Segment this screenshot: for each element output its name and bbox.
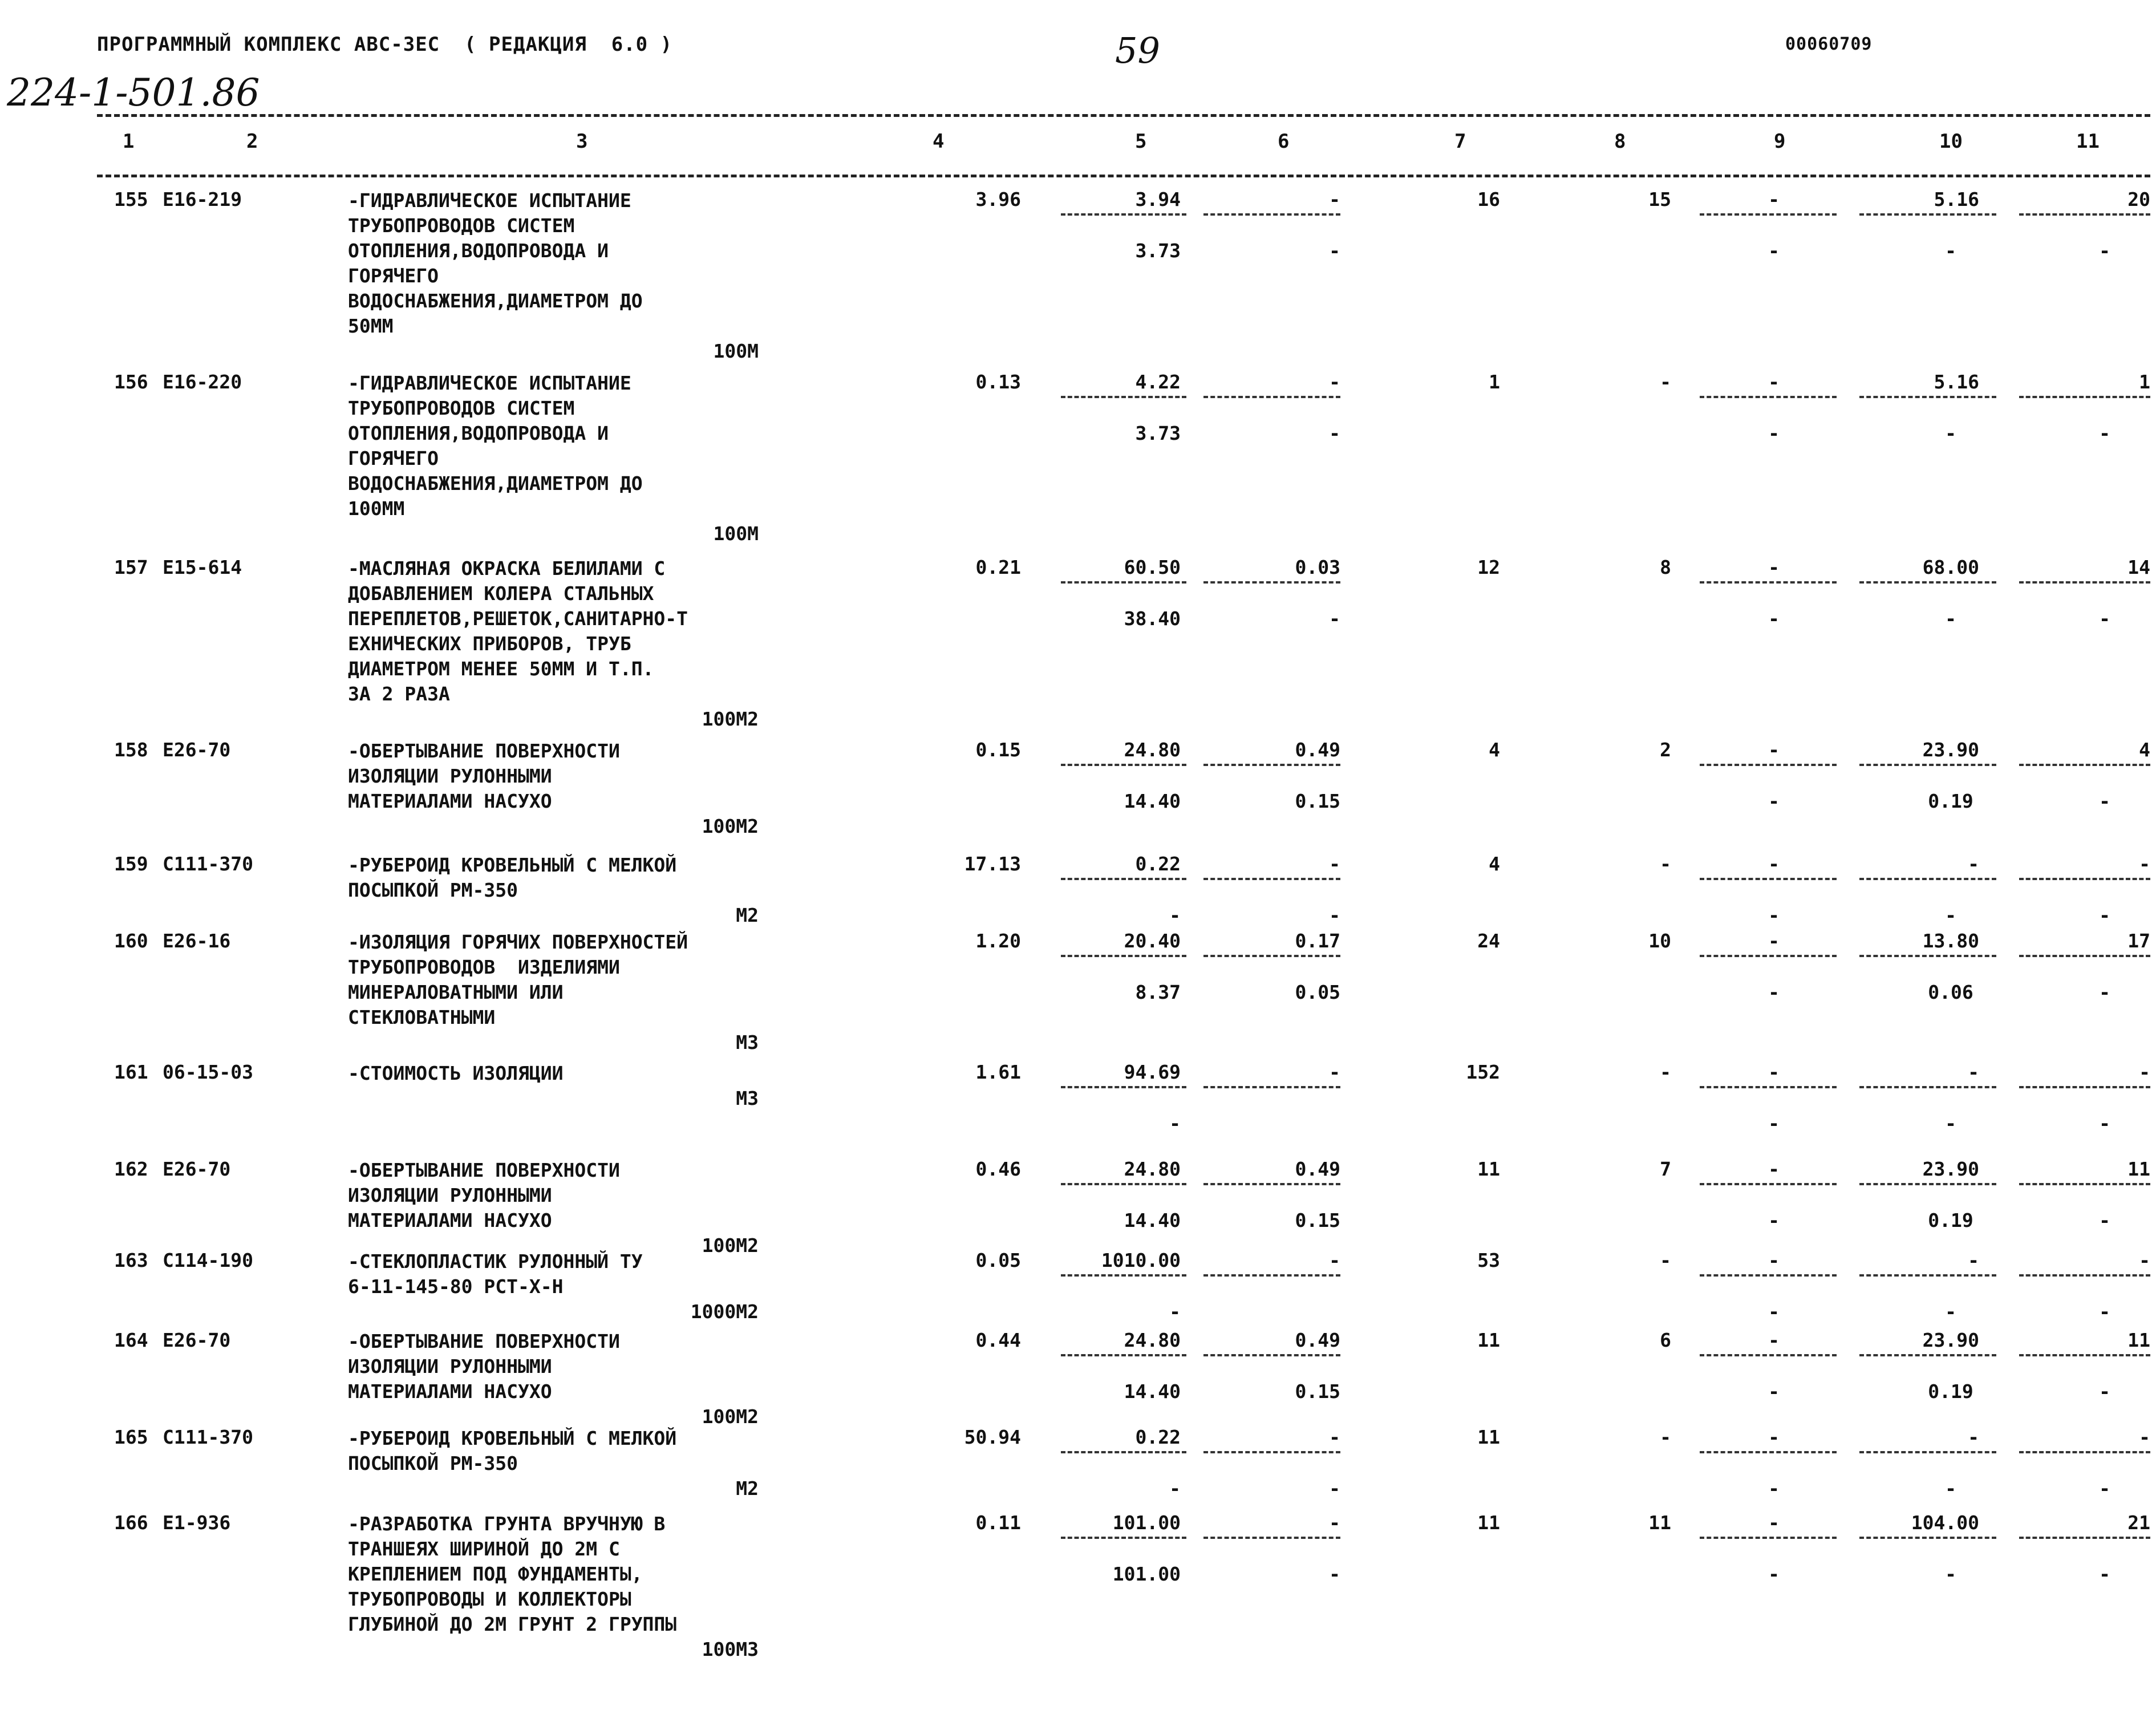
labor-norm-sub: - [1945,1563,1956,1585]
labor-total-fraction-rule [2019,1086,2150,1088]
unit-cost-fraction-rule [1061,213,1186,216]
unit: М3 [736,1087,759,1109]
unit-cost-total: 24.80 [1124,1329,1181,1351]
total-wages: 6 [1660,1329,1671,1351]
labor-norm: 5.16 [1934,371,1979,393]
table-row [0,1512,2156,1694]
rate-code: Е26-70 [163,1158,231,1180]
column-9-value: - [1768,1158,1780,1180]
unit-cost-wages: 8.37 [1135,981,1181,1003]
total-wages: - [1660,853,1671,875]
work-description: -СТЕКЛОПЛАСТИК РУЛОННЫЙ ТУ 6-11-145-80 РСТ-Х-Н [348,1250,643,1298]
quantity: 0.46 [975,1158,1021,1180]
labor-norm-sub: - [1945,1300,1956,1323]
labor-norm: 13.80 [1922,930,1979,952]
unit-cost-wages: - [1169,1112,1181,1134]
labor-total: 17 [2127,930,2150,952]
work-description: -ГИДРАВЛИЧЕСКОЕ ИСПЫТАНИЕ ТРУБОПРОВОДОВ СИСТЕМ ОТОПЛЕНИЯ,ВОДОПРОВОДА И ГОРЯЧЕГО ВОДОСНАБЖЕНИЯ,ДИАМЕТРОМ ДО 50ММ [348,189,643,337]
machine-cost: 0.49 [1295,739,1340,761]
table-row [0,556,2156,739]
unit-cost-wages: 14.40 [1124,1209,1181,1231]
column-9-value: - [1768,1426,1780,1448]
quantity: 0.21 [975,556,1021,578]
labor-total-fraction-rule [2019,213,2150,216]
unit-cost-fraction-rule [1061,581,1186,584]
labor-norm-sub: - [1945,904,1956,926]
column-9-value: - [1768,371,1780,393]
work-description: -РУБЕРОИД КРОВЕЛЬНЫЙ С МЕЛКОЙ ПОСЫПКОЙ РМ-350 [348,854,677,901]
unit: 100М3 [702,1638,759,1660]
total-wages: - [1660,371,1671,393]
unit-cost-fraction-rule [1061,1537,1186,1539]
column-9-value: - [1768,188,1780,210]
machine-fraction-rule [1203,764,1340,766]
machine-fraction-rule [1203,1274,1340,1277]
total-cost: 152 [1466,1061,1500,1083]
rate-code: 06-15-03 [163,1061,253,1083]
column-9-fraction-rule [1700,396,1837,398]
labor-total-sub: - [2099,1477,2110,1500]
labor-total-fraction-rule [2019,1537,2150,1539]
labor-norm: - [1968,1426,1979,1448]
labor-total: 11 [2127,1329,2150,1351]
total-wages: 8 [1660,556,1671,578]
labor-total-sub: - [2099,1112,2110,1134]
labor-fraction-rule [1859,1274,1996,1277]
machine-fraction-rule [1203,1086,1340,1088]
work-description: -ИЗОЛЯЦИЯ ГОРЯЧИХ ПОВЕРХНОСТЕЙ ТРУБОПРОВОДОВ ИЗДЕЛИЯМИ МИНЕРАЛОВАТНЫМИ ИЛИ СТЕКЛОВАТНЫМИ [348,931,688,1028]
unit-cost-total: 20.40 [1124,930,1181,952]
quantity: 0.05 [975,1249,1021,1271]
rate-code: Е26-16 [163,930,231,952]
total-wages: 10 [1648,930,1671,952]
unit-cost-wages: 3.73 [1135,240,1181,262]
labor-norm-sub: 0.06 [1928,981,1973,1003]
labor-total-sub: - [2099,1380,2110,1403]
total-cost: 1 [1489,371,1500,393]
labor-norm-sub: 0.19 [1928,790,1973,812]
machine-wages: - [1329,1477,1340,1500]
column-9-sub: - [1768,1300,1780,1323]
unit-cost-total: 60.50 [1124,556,1181,578]
work-description: -ОБЕРТЫВАНИЕ ПОВЕРХНОСТИ ИЗОЛЯЦИИ РУЛОННЫМИ МАТЕРИАЛАМИ НАСУХО [348,1159,620,1231]
column-header-11: 11 [2076,130,2100,153]
column-9-value: - [1768,853,1780,875]
rate-code: Е26-70 [163,739,231,761]
total-wages: 11 [1648,1512,1671,1534]
column-header-9: 9 [1774,130,1786,153]
column-9-fraction-rule [1700,581,1837,584]
row-number: 158 [114,739,148,761]
column-9-fraction-rule [1700,1183,1837,1185]
column-9-fraction-rule [1700,878,1837,880]
total-cost: 24 [1477,930,1500,952]
rate-code: Е15-614 [163,556,242,578]
page-number: 59 [1115,30,1160,71]
machine-cost: - [1329,1061,1340,1083]
table-row [0,371,2156,553]
row-number: 162 [114,1158,148,1180]
column-9-fraction-rule [1700,955,1837,957]
row-number: 160 [114,930,148,952]
work-description: -СТОИМОСТЬ ИЗОЛЯЦИИ [348,1062,564,1084]
column-header-1: 1 [123,130,135,153]
quantity: 17.13 [964,853,1021,875]
unit-cost-fraction-rule [1061,955,1186,957]
unit-cost-total: 0.22 [1135,853,1181,875]
column-9-fraction-rule [1700,764,1837,766]
unit-cost-fraction-rule [1061,878,1186,880]
column-9-value: - [1768,556,1780,578]
labor-total-sub: - [2099,1300,2110,1323]
labor-norm: 23.90 [1922,1329,1979,1351]
column-9-value: - [1768,1329,1780,1351]
total-cost: 4 [1489,853,1500,875]
unit: М2 [736,1477,759,1500]
labor-norm: - [1968,853,1979,875]
labor-norm: 68.00 [1922,556,1979,578]
unit-cost-total: 1010.00 [1101,1249,1181,1271]
header-bottom-rule [97,175,2150,177]
total-cost: 53 [1477,1249,1500,1271]
table-row [0,188,2156,371]
machine-fraction-rule [1203,1354,1340,1356]
row-number: 156 [114,371,148,393]
labor-total-sub: - [2099,607,2110,630]
machine-cost: - [1329,371,1340,393]
unit-cost-fraction-rule [1061,1086,1186,1088]
labor-norm: - [1968,1061,1979,1083]
column-9-fraction-rule [1700,1451,1837,1453]
labor-fraction-rule [1859,213,1996,216]
unit: М3 [736,1031,759,1054]
labor-total-fraction-rule [2019,581,2150,584]
rate-code: Е26-70 [163,1329,231,1351]
machine-cost: 0.49 [1295,1329,1340,1351]
row-number: 161 [114,1061,148,1083]
column-9-value: - [1768,930,1780,952]
unit-cost-fraction-rule [1061,1451,1186,1453]
work-description: -ГИДРАВЛИЧЕСКОЕ ИСПЫТАНИЕ ТРУБОПРОВОДОВ СИСТЕМ ОТОПЛЕНИЯ,ВОДОПРОВОДА И ГОРЯЧЕГО ВОДОСНАБЖЕНИЯ,ДИАМЕТРОМ ДО 100ММ [348,372,643,520]
labor-total: 14 [2127,556,2150,578]
column-header-3: 3 [576,130,588,153]
labor-fraction-rule [1859,955,1996,957]
quantity: 1.20 [975,930,1021,952]
total-cost: 11 [1477,1512,1500,1534]
labor-fraction-rule [1859,764,1996,766]
machine-cost: - [1329,1249,1340,1271]
labor-total-fraction-rule [2019,878,2150,880]
machine-wages: - [1329,607,1340,630]
labor-total-sub: - [2099,422,2110,444]
row-number: 155 [114,188,148,210]
machine-fraction-rule [1203,1183,1340,1185]
column-9-sub: - [1768,1112,1780,1134]
labor-fraction-rule [1859,1086,1996,1088]
labor-fraction-rule [1859,1451,1996,1453]
unit-cost-wages: 38.40 [1124,607,1181,630]
machine-fraction-rule [1203,878,1340,880]
labor-fraction-rule [1859,581,1996,584]
labor-norm-sub: 0.19 [1928,1380,1973,1403]
work-description: -РАЗРАБОТКА ГРУНТА ВРУЧНУЮ В ТРАНШЕЯХ ШИРИНОЙ ДО 2М С КРЕПЛЕНИЕМ ПОД ФУНДАМЕНТЫ, ТРУБОПРОВОДЫ И КОЛЛЕКТОРЫ ГЛУБИНОЙ ДО 2М ГРУНТ 2 ГРУППЫ [348,1513,677,1635]
labor-norm-sub: - [1945,240,1956,262]
machine-fraction-rule [1203,1451,1340,1453]
machine-fraction-rule [1203,396,1340,398]
rate-code: Е16-220 [163,371,242,393]
labor-total-sub: - [2099,1209,2110,1231]
total-wages: - [1660,1061,1671,1083]
rate-code: С111-370 [163,853,253,875]
labor-norm-sub: - [1945,607,1956,630]
labor-fraction-rule [1859,396,1996,398]
column-9-sub: - [1768,790,1780,812]
unit-cost-total: 4.22 [1135,371,1181,393]
unit: 100М [713,522,759,545]
machine-cost: - [1329,1426,1340,1448]
rate-code: С114-190 [163,1249,253,1271]
quantity: 1.61 [975,1061,1021,1083]
row-number: 166 [114,1512,148,1534]
column-9-fraction-rule [1700,1537,1837,1539]
labor-total-sub: - [2099,904,2110,926]
column-9-sub: - [1768,240,1780,262]
labor-fraction-rule [1859,878,1996,880]
column-9-fraction-rule [1700,1274,1837,1277]
work-description: -ОБЕРТЫВАНИЕ ПОВЕРХНОСТИ ИЗОЛЯЦИИ РУЛОННЫМИ МАТЕРИАЛАМИ НАСУХО [348,740,620,812]
machine-wages: 0.05 [1295,981,1340,1003]
quantity: 0.13 [975,371,1021,393]
machine-fraction-rule [1203,1537,1340,1539]
labor-fraction-rule [1859,1354,1996,1356]
labor-total: - [2139,1061,2150,1083]
row-number: 159 [114,853,148,875]
unit-cost-wages: 3.73 [1135,422,1181,444]
machine-cost: 0.49 [1295,1158,1340,1180]
table-top-rule [97,114,2150,117]
labor-norm-sub: - [1945,1477,1956,1500]
document-number: 224-1-501.86 [7,71,260,115]
column-9-value: - [1768,1512,1780,1534]
work-description: -ОБЕРТЫВАНИЕ ПОВЕРХНОСТИ ИЗОЛЯЦИИ РУЛОННЫМИ МАТЕРИАЛАМИ НАСУХО [348,1330,620,1403]
labor-norm: 104.00 [1911,1512,1979,1534]
unit-cost-total: 0.22 [1135,1426,1181,1448]
unit-cost-wages: - [1169,1300,1181,1323]
machine-cost: 0.17 [1295,930,1340,952]
quantity: 50.94 [964,1426,1021,1448]
column-9-sub: - [1768,1477,1780,1500]
quantity: 0.44 [975,1329,1021,1351]
column-9-sub: - [1768,904,1780,926]
column-header-10: 10 [1939,130,1963,153]
total-wages: 7 [1660,1158,1671,1180]
total-cost: 4 [1489,739,1500,761]
machine-wages: 0.15 [1295,790,1340,812]
unit-cost-fraction-rule [1061,1183,1186,1185]
column-9-sub: - [1768,1380,1780,1403]
labor-total-fraction-rule [2019,1183,2150,1185]
labor-total-fraction-rule [2019,1354,2150,1356]
total-cost: 16 [1477,188,1500,210]
total-cost: 11 [1477,1158,1500,1180]
labor-total: 20 [2127,188,2150,210]
machine-wages: 0.15 [1295,1380,1340,1403]
labor-total-fraction-rule [2019,955,2150,957]
column-9-value: - [1768,1061,1780,1083]
total-wages: 15 [1648,188,1671,210]
column-9-sub: - [1768,981,1780,1003]
program-header: ПРОГРАММНЫЙ КОМПЛЕКС АВС-ЗЕС ( РЕДАКЦИЯ 6.0 ) [97,33,673,56]
labor-total-sub: - [2099,240,2110,262]
column-header-4: 4 [933,130,945,153]
unit-cost-total: 94.69 [1124,1061,1181,1083]
rate-code: С111-370 [163,1426,253,1448]
machine-fraction-rule [1203,581,1340,584]
row-number: 165 [114,1426,148,1448]
labor-total: 4 [2139,739,2150,761]
labor-norm-sub: - [1945,1112,1956,1134]
column-9-value: - [1768,739,1780,761]
column-header-8: 8 [1614,130,1626,153]
quantity: 3.96 [975,188,1021,210]
column-header-2: 2 [246,130,258,153]
labor-fraction-rule [1859,1183,1996,1185]
unit: 100М2 [702,1405,759,1428]
column-header-6: 6 [1278,130,1290,153]
unit: 100М2 [702,815,759,837]
labor-total-sub: - [2099,790,2110,812]
unit-cost-wages: 14.40 [1124,1380,1181,1403]
machine-cost: - [1329,188,1340,210]
column-header-7: 7 [1454,130,1466,153]
labor-total-fraction-rule [2019,764,2150,766]
machine-wages: - [1329,904,1340,926]
row-number: 157 [114,556,148,578]
column-9-sub: - [1768,607,1780,630]
row-number: 164 [114,1329,148,1351]
labor-total: - [2139,853,2150,875]
column-header-5: 5 [1135,130,1147,153]
column-9-fraction-rule [1700,1086,1837,1088]
machine-wages: - [1329,422,1340,444]
labor-total-fraction-rule [2019,396,2150,398]
quantity: 0.15 [975,739,1021,761]
rate-code: Е16-219 [163,188,242,210]
unit: М2 [736,904,759,926]
unit-cost-fraction-rule [1061,1274,1186,1277]
labor-total: 21 [2127,1512,2150,1534]
labor-norm-sub: - [1945,422,1956,444]
total-wages: 2 [1660,739,1671,761]
unit: 100М2 [702,1234,759,1257]
unit-cost-wages: 101.00 [1112,1563,1181,1585]
unit-cost-total: 101.00 [1112,1512,1181,1534]
rate-code: Е1-936 [163,1512,231,1534]
labor-total-sub: - [2099,981,2110,1003]
column-9-fraction-rule [1700,1354,1837,1356]
labor-norm: - [1968,1249,1979,1271]
column-9-fraction-rule [1700,213,1837,216]
labor-norm: 5.16 [1934,188,1979,210]
unit-cost-total: 24.80 [1124,739,1181,761]
unit-cost-fraction-rule [1061,1354,1186,1356]
unit-cost-wages: - [1169,904,1181,926]
row-number: 163 [114,1249,148,1271]
machine-wages: - [1329,240,1340,262]
machine-fraction-rule [1203,955,1340,957]
machine-wages: - [1329,1563,1340,1585]
unit-cost-total: 24.80 [1124,1158,1181,1180]
document-code: 00060709 [1785,34,1873,54]
column-9-value: - [1768,1249,1780,1271]
machine-cost: - [1329,1512,1340,1534]
total-cost: 11 [1477,1426,1500,1448]
work-description: -РУБЕРОИД КРОВЕЛЬНЫЙ С МЕЛКОЙ ПОСЫПКОЙ РМ-350 [348,1427,677,1474]
labor-total: 1 [2139,371,2150,393]
labor-total-fraction-rule [2019,1451,2150,1453]
unit: 100М2 [702,708,759,730]
total-wages: - [1660,1426,1671,1448]
labor-norm: 23.90 [1922,1158,1979,1180]
unit: 100М [713,340,759,362]
machine-cost: 0.03 [1295,556,1340,578]
labor-norm-sub: 0.19 [1928,1209,1973,1231]
labor-total: - [2139,1426,2150,1448]
total-cost: 12 [1477,556,1500,578]
labor-norm: 23.90 [1922,739,1979,761]
column-header-row [0,130,2156,155]
unit-cost-wages: - [1169,1477,1181,1500]
unit: 1000М2 [690,1300,759,1323]
labor-total-sub: - [2099,1563,2110,1585]
column-9-sub: - [1768,1209,1780,1231]
unit-cost-total: 3.94 [1135,188,1181,210]
machine-wages: 0.15 [1295,1209,1340,1231]
labor-total-fraction-rule [2019,1274,2150,1277]
unit-cost-fraction-rule [1061,396,1186,398]
column-9-sub: - [1768,422,1780,444]
unit-cost-fraction-rule [1061,764,1186,766]
total-cost: 11 [1477,1329,1500,1351]
column-9-sub: - [1768,1563,1780,1585]
unit-cost-wages: 14.40 [1124,790,1181,812]
labor-total: 11 [2127,1158,2150,1180]
quantity: 0.11 [975,1512,1021,1534]
work-description: -МАСЛЯНАЯ ОКРАСКА БЕЛИЛАМИ С ДОБАВЛЕНИЕМ КОЛЕРА СТАЛЬНЫХ ПЕРЕПЛЕТОВ,РЕШЕТОК,САНИТАРНО-Т ЕХНИЧЕСКИХ ПРИБОРОВ, ТРУБ ДИАМЕТРОМ МЕНЕЕ 50ММ И Т.П. ЗА 2 РАЗА [348,557,688,705]
machine-cost: - [1329,853,1340,875]
total-wages: - [1660,1249,1671,1271]
labor-total: - [2139,1249,2150,1271]
labor-fraction-rule [1859,1537,1996,1539]
machine-fraction-rule [1203,213,1340,216]
